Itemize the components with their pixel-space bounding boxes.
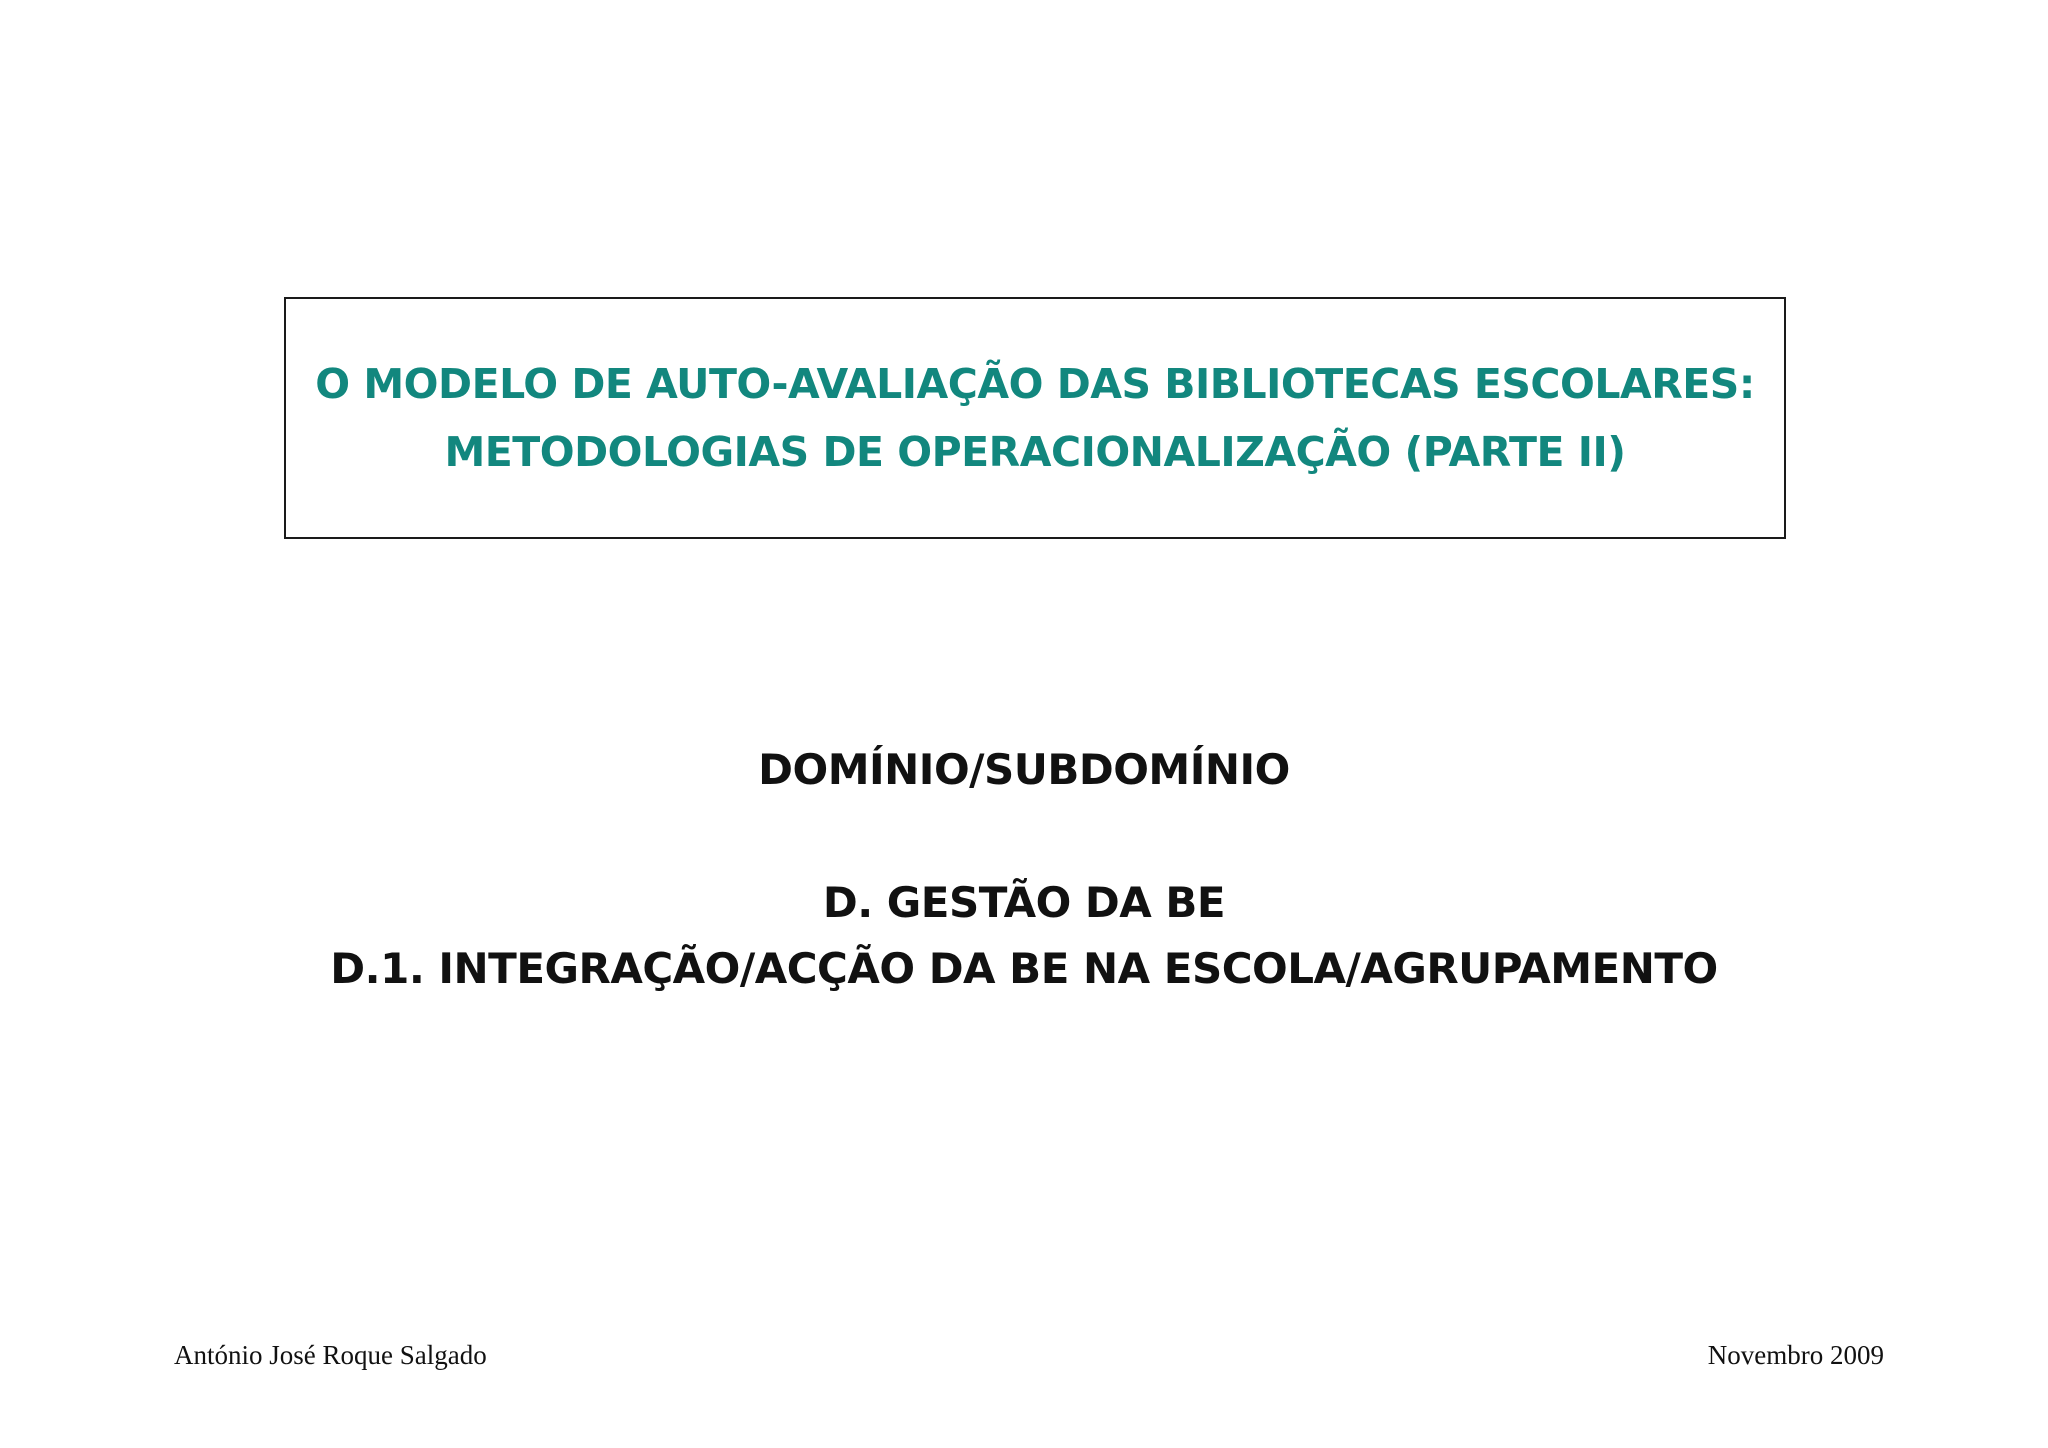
title-box	[284, 297, 1786, 539]
author-name: António José Roque Salgado	[174, 1340, 487, 1370]
title-line-1: O MODELO DE AUTO-AVALIAÇÃO DAS BIBLIOTECAS ESCOLARES:	[315, 360, 1755, 408]
domain-heading: D. GESTÃO DA BE	[822, 878, 1226, 927]
document-date: Novembro 2009	[1707, 1340, 1884, 1370]
title-line-2: METODOLOGIAS DE OPERACIONALIZAÇÃO (PARTE II)	[444, 428, 1626, 476]
domain-subdomain-label: DOMÍNIO/SUBDOMÍNIO	[758, 745, 1290, 794]
subdomain-heading: D.1. INTEGRAÇÃO/ACÇÃO DA BE NA ESCOLA/AGRUPAMENTO	[330, 944, 1718, 993]
